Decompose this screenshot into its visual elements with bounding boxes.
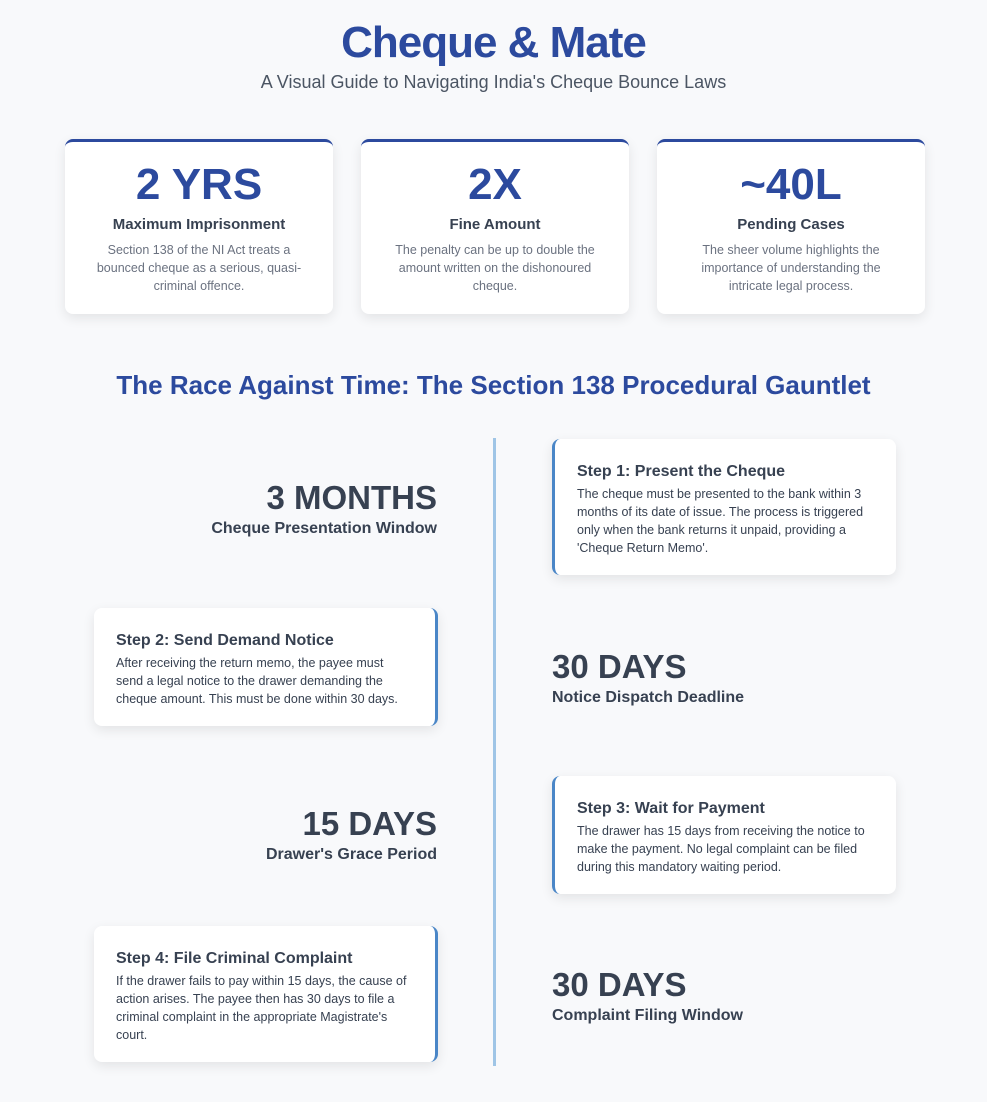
timeline-line bbox=[493, 438, 496, 1066]
stat-card-pending-cases bbox=[657, 139, 925, 314]
step-title: Step 3: Wait for Payment bbox=[577, 800, 765, 817]
metric-step-4 bbox=[552, 965, 743, 1025]
stat-label: Maximum Imprisonment bbox=[112, 216, 286, 233]
stat-card-imprisonment bbox=[65, 139, 333, 314]
step-description: The drawer has 15 days from receiving the notice to make the payment. No legal complaint can be filed during this mandatory waiting period. bbox=[577, 824, 865, 874]
metric-label: Complaint Filing Window bbox=[552, 1007, 743, 1024]
step-title: Step 1: Present the Cheque bbox=[577, 463, 786, 480]
timeline-title: The Race Against Time: The Section 138 Procedural Gauntlet bbox=[116, 370, 871, 400]
step-title: Step 2: Send Demand Notice bbox=[116, 632, 334, 649]
step-description: The cheque must be presented to the bank within 3 months of its date of issue. The process is triggered only when the bank returns it unpaid, providing a 'Cheque Return Memo'. bbox=[577, 487, 864, 555]
page-title: Cheque & Mate bbox=[341, 18, 646, 67]
metric-step-3 bbox=[266, 804, 437, 864]
metric-value: 3 MONTHS bbox=[266, 479, 437, 516]
metric-label: Drawer's Grace Period bbox=[266, 846, 437, 863]
stat-description: Section 138 of the NI Act treats a bounced cheque as a serious, quasi-criminal offence. bbox=[96, 243, 302, 293]
stat-label: Pending Cases bbox=[737, 216, 845, 233]
stat-value: 2 YRS bbox=[135, 160, 263, 209]
page-subtitle: A Visual Guide to Navigating India's Cheque Bounce Laws bbox=[260, 72, 727, 92]
metric-value: 30 DAYS bbox=[552, 648, 687, 685]
stat-card-fine bbox=[361, 139, 629, 314]
metric-value: 30 DAYS bbox=[552, 966, 687, 1003]
stat-value: 2X bbox=[468, 160, 522, 209]
stat-value: ~40L bbox=[740, 160, 842, 209]
metric-value: 15 DAYS bbox=[302, 805, 437, 842]
metric-label: Cheque Presentation Window bbox=[211, 520, 437, 537]
stat-description: The penalty can be up to double the amount written on the dishonoured cheque. bbox=[395, 243, 595, 293]
metric-step-2 bbox=[552, 647, 744, 707]
step-card-4 bbox=[94, 926, 438, 1062]
metric-step-1 bbox=[211, 478, 437, 538]
step-title: Step 4: File Criminal Complaint bbox=[116, 950, 353, 967]
step-description: After receiving the return memo, the payee must send a legal notice to the drawer demanding the cheque amount. This must be done within 30 days. bbox=[116, 656, 398, 706]
stat-description: The sheer volume highlights the importance of understanding the intricate legal process. bbox=[701, 243, 881, 293]
step-description: If the drawer fails to pay within 15 days, the cause of action arises. The payee then has 30 days to file a criminal complaint in the appropriate Magistrate's court. bbox=[116, 974, 407, 1042]
stat-label: Fine Amount bbox=[449, 216, 541, 233]
metric-label: Notice Dispatch Deadline bbox=[552, 689, 745, 706]
step-card-3 bbox=[552, 776, 896, 894]
step-card-1 bbox=[552, 439, 896, 575]
step-card-2 bbox=[94, 608, 438, 726]
